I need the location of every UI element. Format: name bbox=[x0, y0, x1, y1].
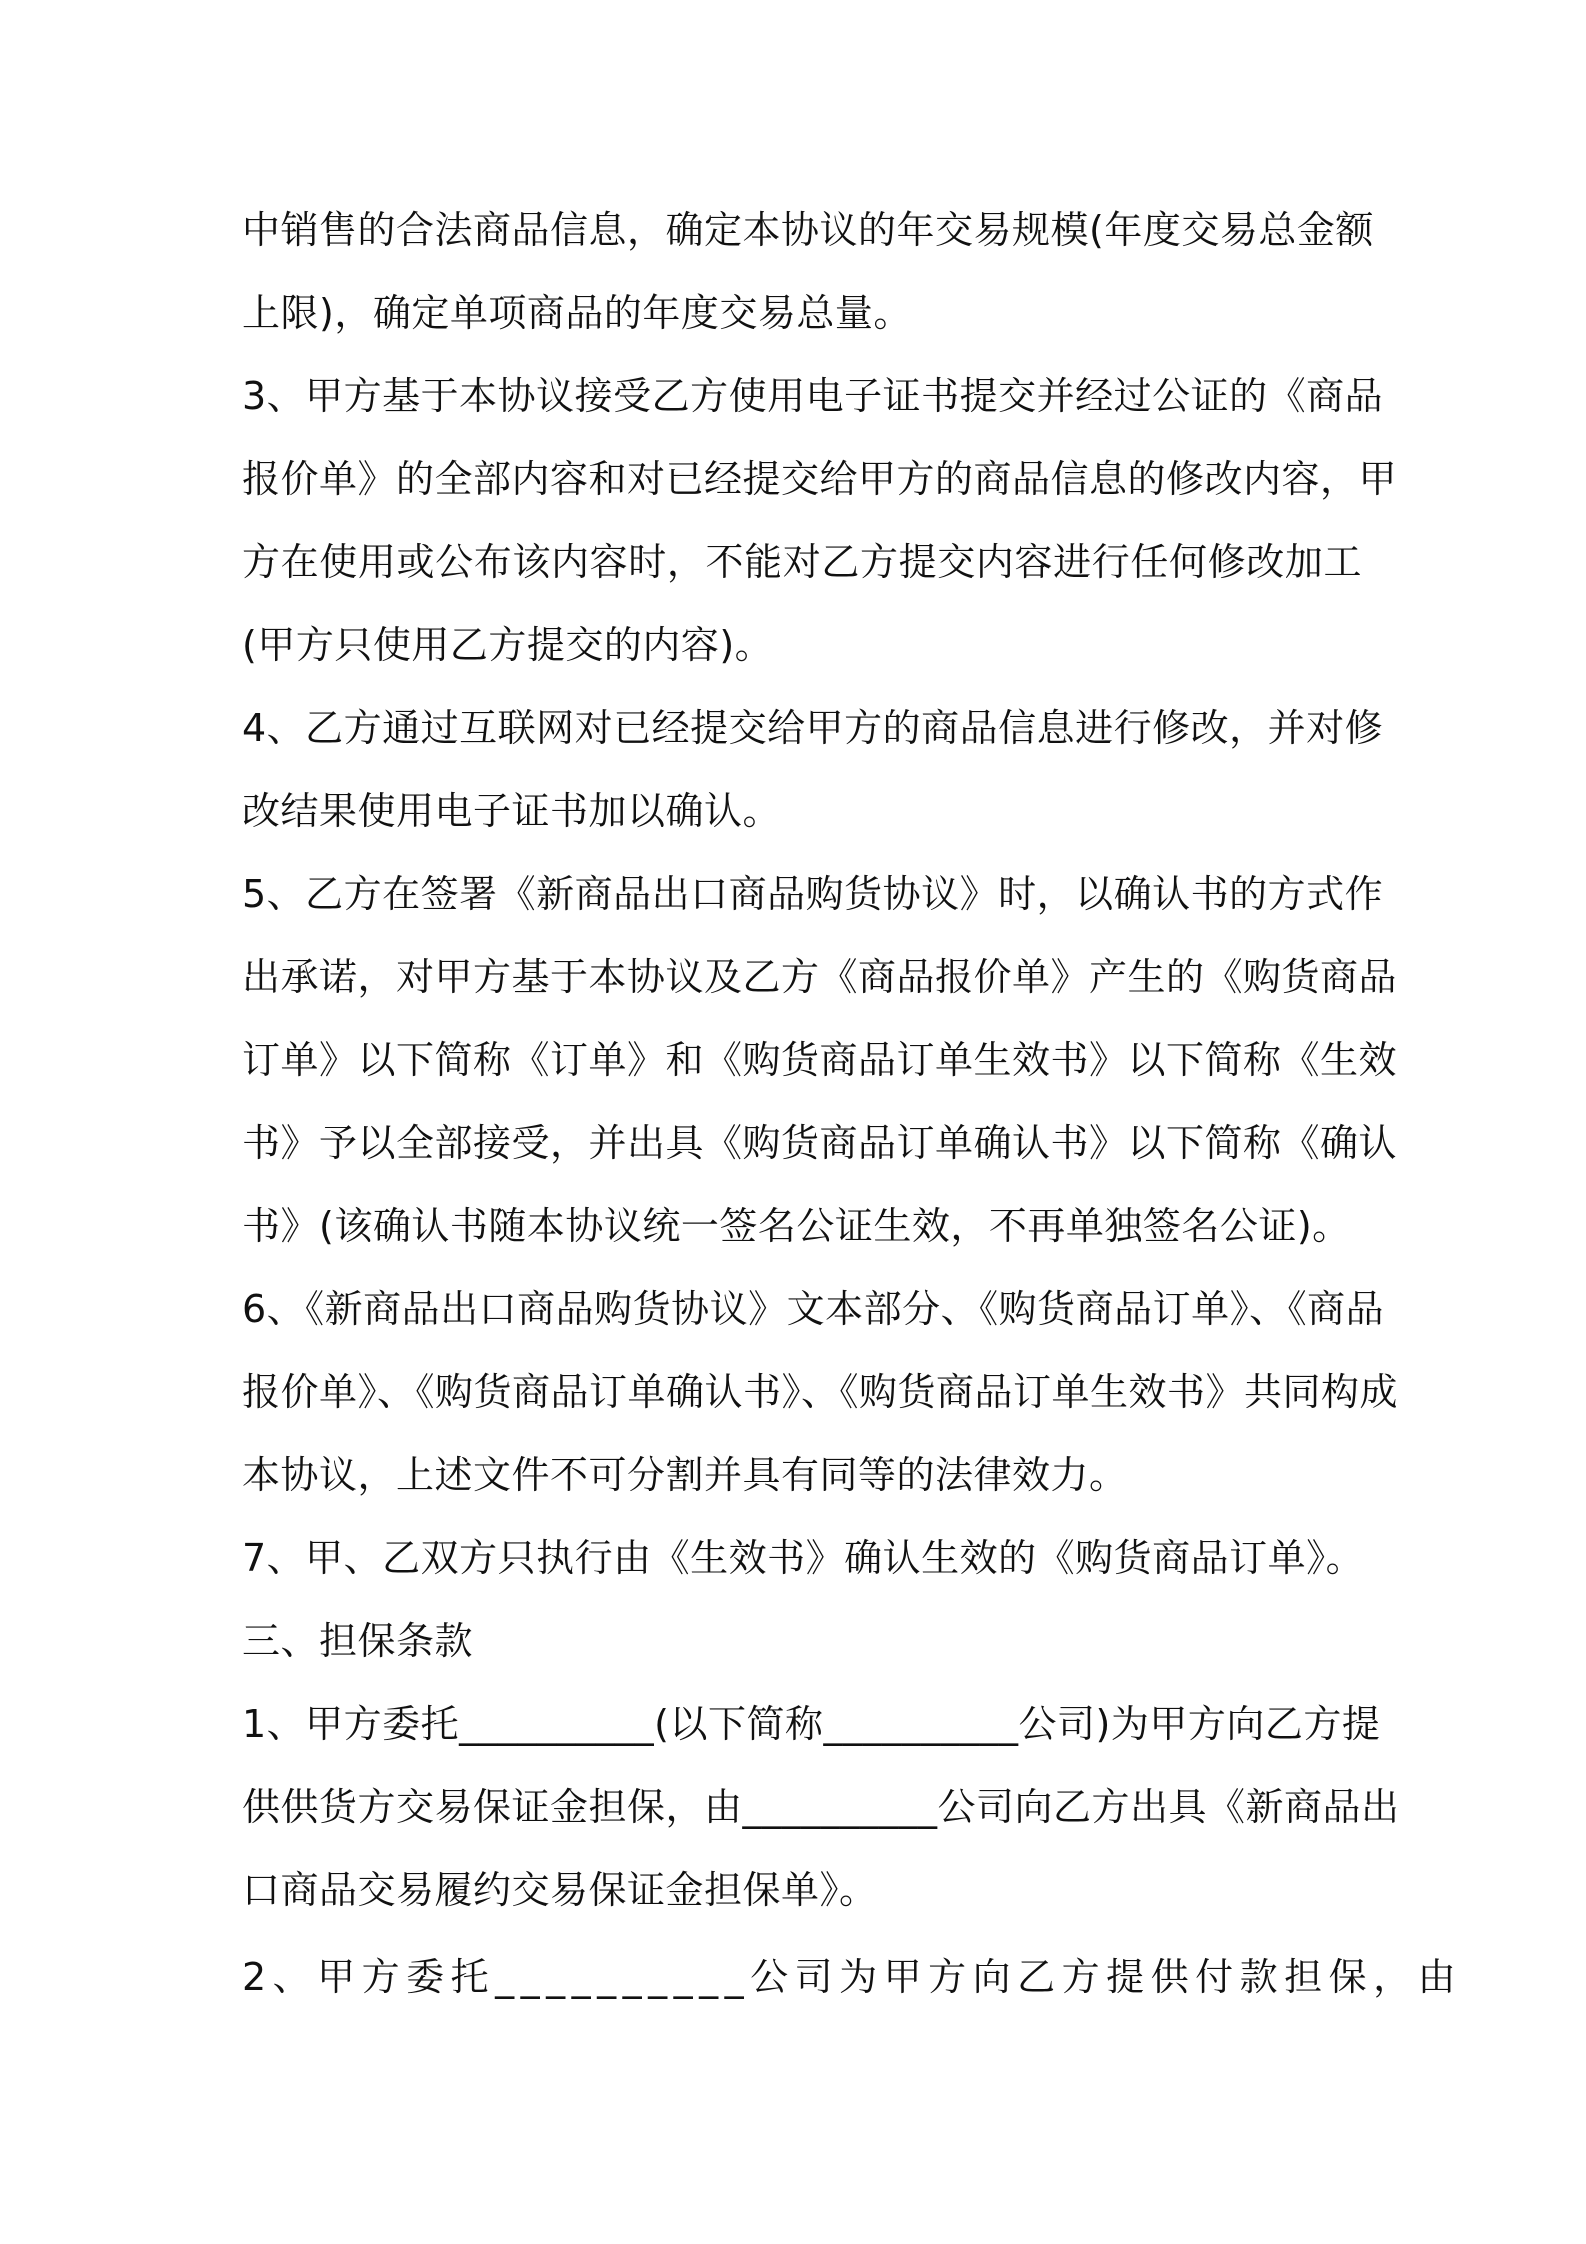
paragraph-line: 4、乙方通过互联网对已经提交给甲方的商品信息进行修改，并对修 bbox=[242, 706, 1384, 750]
paragraph-line: 本协议，上述文件不可分割并具有同等的法律效力。 bbox=[242, 1453, 1128, 1497]
paragraph-line: 出承诺，对甲方基于本协议及乙方《商品报价单》产生的《购货商品 bbox=[242, 955, 1398, 999]
paragraph-line: 书》(该确认书随本协议统一签名公证生效，不再单独签名公证)。 bbox=[242, 1204, 1351, 1248]
paragraph-line: 5、乙方在签署《新商品出口商品购货协议》时，以确认书的方式作 bbox=[242, 872, 1384, 916]
section-heading: 三、担保条款 bbox=[242, 1619, 474, 1663]
paragraph-line: 2、甲方委托__________公司为甲方向乙方提供付款担保，由 bbox=[242, 1955, 1463, 1999]
paragraph-line: 订单》以下简称《订单》和《购货商品订单生效书》以下简称《生效 bbox=[242, 1038, 1398, 1082]
paragraph-line: 中销售的合法商品信息，确定本协议的年交易规模(年度交易总金额 bbox=[242, 208, 1374, 252]
paragraph-line: 1、甲方委托__________(以下简称__________公司)为甲方向乙方提 bbox=[242, 1702, 1381, 1746]
paragraph-line: 上限)，确定单项商品的年度交易总量。 bbox=[242, 291, 912, 335]
paragraph-line: 3、甲方基于本协议接受乙方使用电子证书提交并经过公证的《商品 bbox=[242, 374, 1384, 418]
paragraph-line: 书》予以全部接受，并出具《购货商品订单确认书》以下简称《确认 bbox=[242, 1121, 1398, 1165]
paragraph-line: 供供货方交易保证金担保，由__________公司向乙方出具《新商品出 bbox=[242, 1785, 1400, 1829]
paragraph-line: 方在使用或公布该内容时，不能对乙方提交内容进行任何修改加工 bbox=[242, 540, 1362, 584]
paragraph-line: (甲方只使用乙方提交的内容)。 bbox=[242, 623, 774, 667]
paragraph-line: 7、甲、乙双方只执行由《生效书》确认生效的《购货商品订单》。 bbox=[242, 1536, 1365, 1580]
paragraph-line: 改结果使用电子证书加以确认。 bbox=[242, 789, 782, 833]
paragraph-line: 6、《新商品出口商品购货协议》文本部分、《购货商品订单》、《商品 bbox=[242, 1287, 1385, 1331]
paragraph-line: 报价单》、《购货商品订单确认书》、《购货商品订单生效书》共同构成 bbox=[242, 1370, 1399, 1414]
paragraph-line: 报价单》的全部内容和对已经提交给甲方的商品信息的修改内容，甲 bbox=[242, 457, 1398, 501]
paragraph-line: 口商品交易履约交易保证金担保单》。 bbox=[242, 1868, 878, 1912]
